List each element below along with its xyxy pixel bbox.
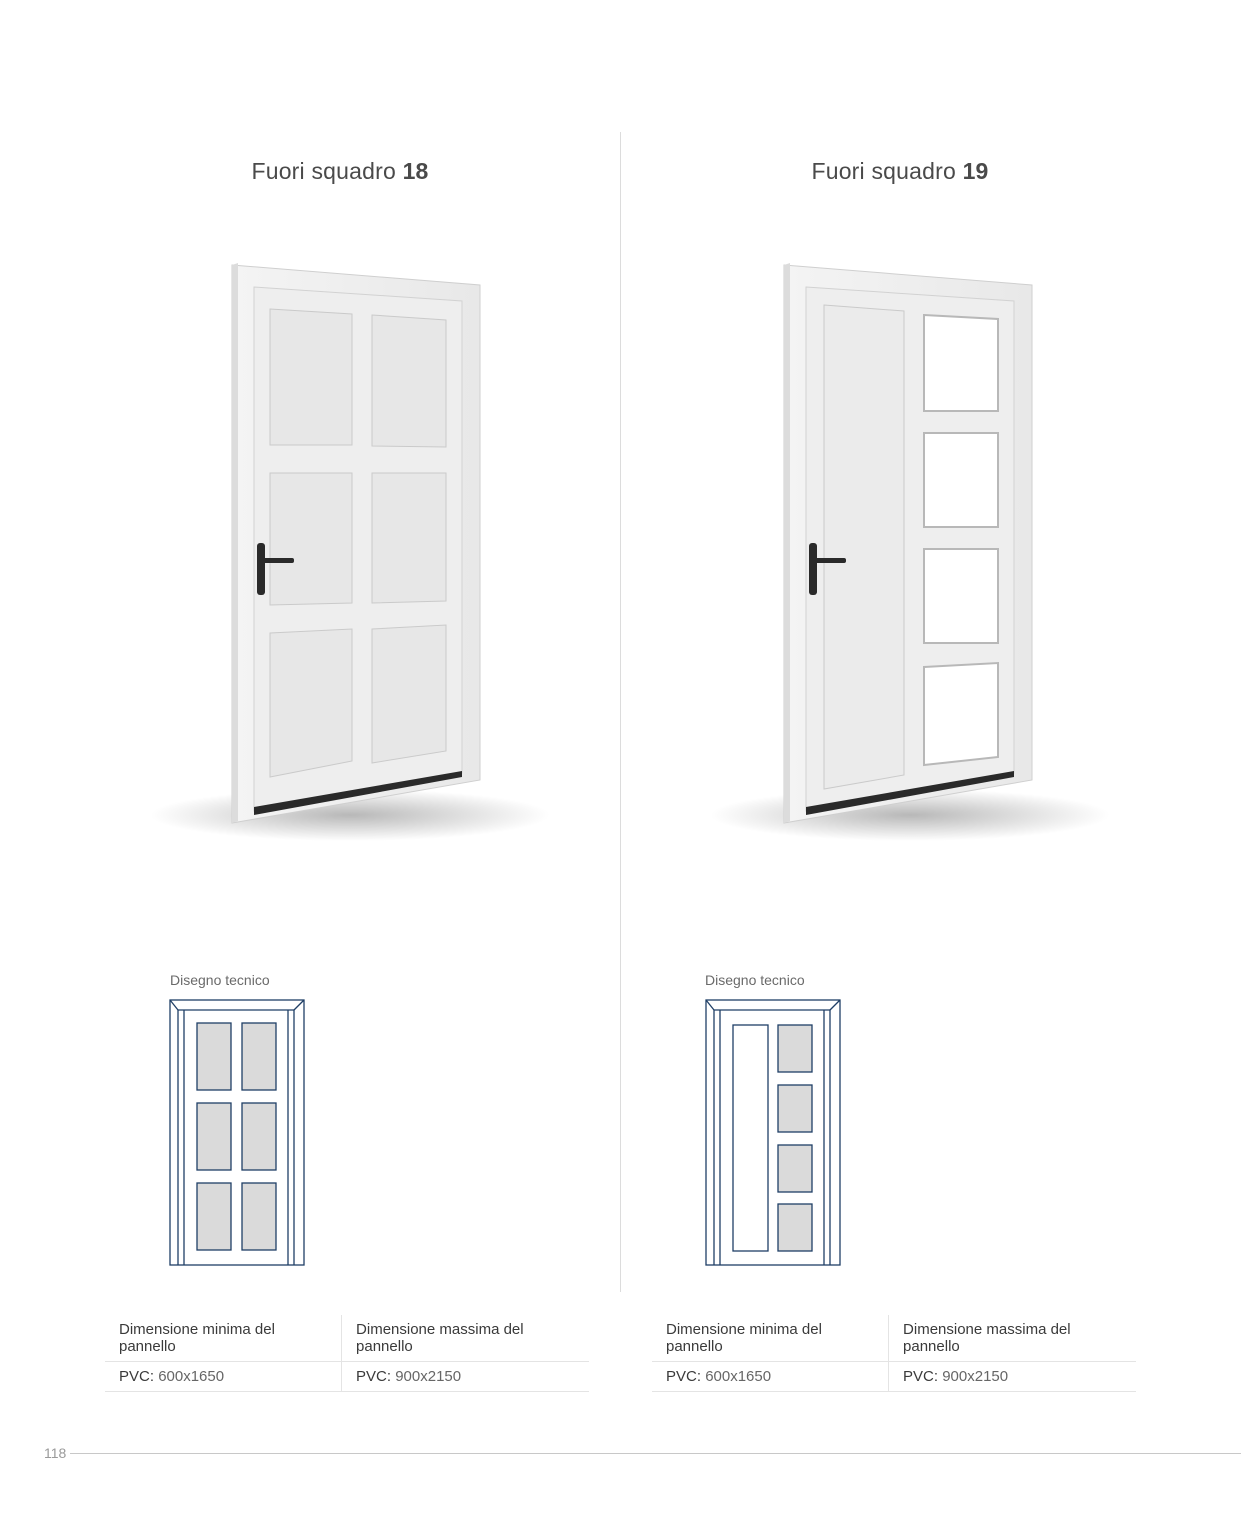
min-dimension-value: PVC: 600x1650 xyxy=(105,1362,342,1392)
product-card-19 xyxy=(620,0,1180,1420)
technical-drawing xyxy=(704,995,844,1270)
technical-drawing xyxy=(168,995,308,1270)
door-render-image xyxy=(80,225,600,905)
max-dimension-header: Dimensione massima del pannello xyxy=(342,1315,589,1362)
product-card-18 xyxy=(60,0,620,1420)
panel-dimensions-table xyxy=(105,1315,589,1392)
panel-dimensions-table xyxy=(652,1315,1136,1392)
max-dimension-value: PVC: 900x2150 xyxy=(889,1362,1136,1392)
technical-drawing-label: Disegno tecnico xyxy=(170,972,270,988)
table-row xyxy=(105,1362,589,1392)
max-dimension-value: PVC: 900x2150 xyxy=(342,1362,589,1392)
table-row xyxy=(652,1315,1136,1362)
product-title: Fuori squadro 18 xyxy=(251,158,429,184)
door-render-image xyxy=(640,225,1160,905)
product-title: Fuori squadro 19 xyxy=(811,158,989,184)
max-dimension-header: Dimensione massima del pannello xyxy=(889,1315,1136,1362)
footer-divider xyxy=(70,1453,1241,1454)
min-dimension-value: PVC: 600x1650 xyxy=(652,1362,889,1392)
min-dimension-header: Dimensione minima del pannello xyxy=(652,1315,889,1362)
table-row xyxy=(652,1362,1136,1392)
table-row xyxy=(105,1315,589,1362)
min-dimension-header: Dimensione minima del pannello xyxy=(105,1315,342,1362)
page-number: 118 xyxy=(44,1445,67,1461)
technical-drawing-label: Disegno tecnico xyxy=(705,972,805,988)
